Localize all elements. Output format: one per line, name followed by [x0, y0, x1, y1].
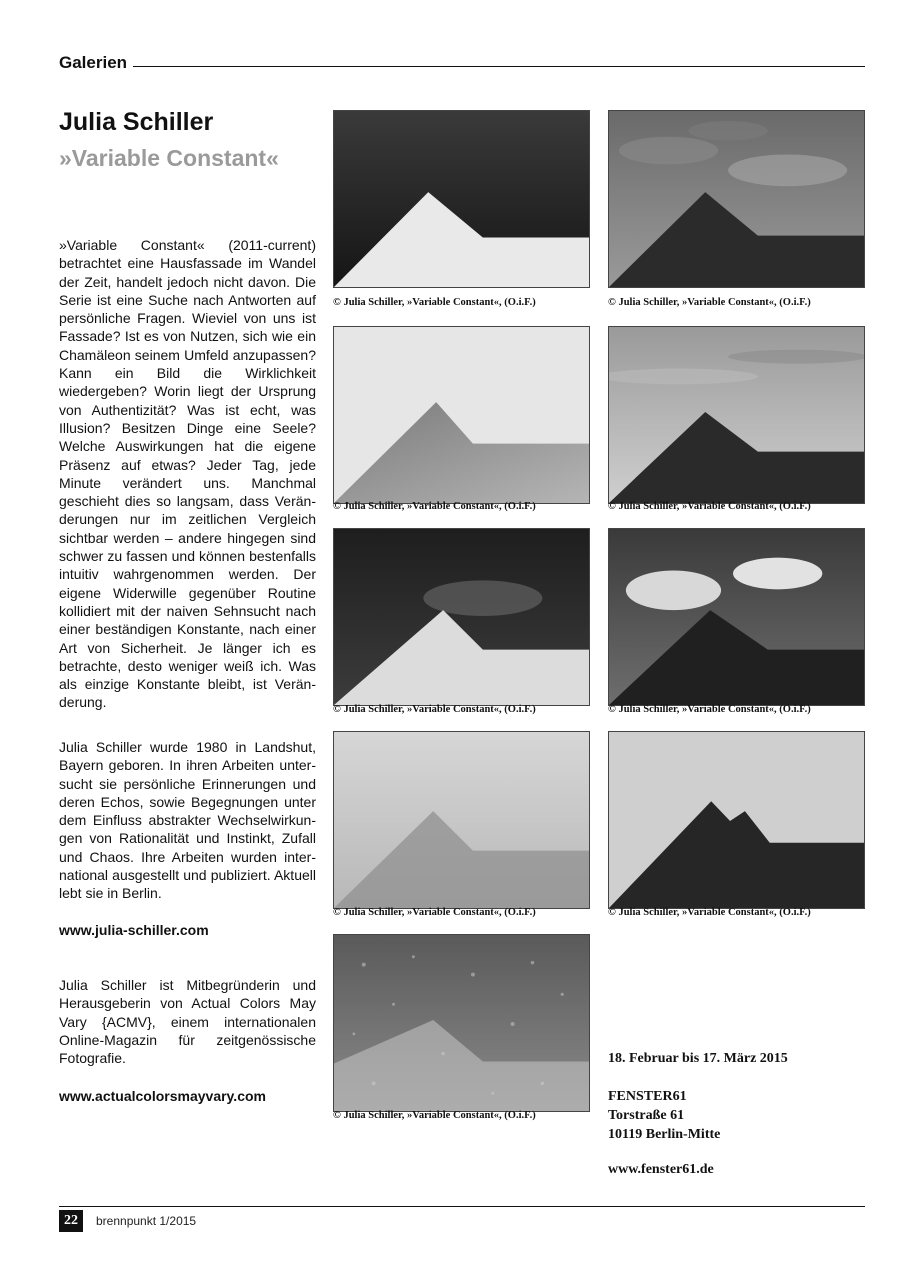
- photo-caption-3: © Julia Schiller, »Variable Constant«, (O.i.F.): [333, 501, 536, 512]
- photo-5: [333, 528, 590, 706]
- artist-website-link[interactable]: www.julia-schiller.com: [59, 922, 209, 938]
- photo-caption-9: © Julia Schiller, »Variable Constant«, (O.i.F.): [333, 1110, 536, 1121]
- article-paragraph-2: Julia Schiller wurde 1980 in Landshut, Bayern geboren. In ihren Arbeiten untersucht sie persönliche Erinnerungen und deren Echos, sowie Begegnungen unter dem Einfluss abstrakter Wechselwirkungen von Rationalität und Instinkt, Zufall und Chaos. Ihre Arbeiten wurden international ausgestellt und publiziert. Aktuell lebt sie in Berlin.: [59, 739, 316, 902]
- photo-2: [608, 110, 865, 288]
- photo-caption-5: © Julia Schiller, »Variable Constant«, (O.i.F.): [333, 704, 536, 715]
- photo-7: [333, 731, 590, 909]
- photo-4: [608, 326, 865, 504]
- section-title: Galerien: [59, 52, 133, 74]
- venue-city: 10119 Berlin-Mitte: [608, 1127, 721, 1142]
- photo-caption-8: © Julia Schiller, »Variable Constant«, (O.i.F.): [608, 907, 811, 918]
- photo-caption-4: © Julia Schiller, »Variable Constant«, (O.i.F.): [608, 501, 811, 512]
- photo-6: [608, 528, 865, 706]
- page-number: 22: [59, 1210, 83, 1232]
- series-title: »Variable Constant«: [59, 145, 279, 171]
- magazine-issue: brennpunkt 1/2015: [96, 1214, 197, 1228]
- article-paragraph-1: »Variable Constant« (2011-current) betrachtet eine Hausfassade im Wandel der Zeit, handelt jedoch nicht davon. Die Serie ist eine Suche nach Antworten auf persönliche Fragen. Wieviel von uns ist Fassade? Ist es von Nutzen, sich wie ein Chamäleon seinem Umfeld anzupassen? Kann ein Bild die Wirklichkeit wiedergeben? Worin liegt der Ursprung von Authentizität? Was ist echt, was Illusion? Besitzen Dinge eine Seele? Welche Auswirkungen hat die eigene Präsenz auf etwas? Jeder Tag, jede Minute verändert uns. Manchmal geschieht dies so langsam, dass Veränderungen nur im zeitlichen Vergleich sichtbar werden – andere hingegen sind schwer zu fassen und können bestenfalls intuitiv wahrgenommen werden. Der eigene Widerwille gegenüber Routine kollidiert mit der naiven Sehnsucht nach einer beständigen Konstante, nach einer Art von Sicherheit. Je länger ich es betrachte, desto weniger weiß ich. Was als einzige Konstante bleibt, ist Veränderung.: [59, 237, 316, 711]
- footer-rule: [59, 1206, 865, 1207]
- article-paragraph-3: Julia Schiller ist Mitbegründerin und Herausgeberin von Actual Colors May Vary {ACMV}, einem internationalen Online-Magazin für zeitgenössische Fotografie.: [59, 977, 316, 1067]
- venue-street: Torstraße 61: [608, 1108, 685, 1123]
- venue-website-link[interactable]: www.fenster61.de: [608, 1162, 714, 1177]
- photo-caption-2: © Julia Schiller, »Variable Constant«, (O.i.F.): [608, 297, 811, 308]
- photo-9: [333, 934, 590, 1112]
- artist-name: Julia Schiller: [59, 108, 214, 136]
- photo-1: [333, 110, 590, 288]
- photo-3: [333, 326, 590, 504]
- header-rule: [59, 66, 865, 67]
- section-header: [59, 52, 865, 74]
- photo-caption-1: © Julia Schiller, »Variable Constant«, (O.i.F.): [333, 297, 536, 308]
- exhibition-dates: 18. Februar bis 17. März 2015: [608, 1051, 788, 1066]
- photo-8: [608, 731, 865, 909]
- magazine-website-link[interactable]: www.actualcolorsmayvary.com: [59, 1088, 266, 1104]
- photo-caption-7: © Julia Schiller, »Variable Constant«, (O.i.F.): [333, 907, 536, 918]
- venue-name: FENSTER61: [608, 1089, 687, 1104]
- venue-address: [608, 1087, 720, 1144]
- photo-caption-6: © Julia Schiller, »Variable Constant«, (O.i.F.): [608, 704, 811, 715]
